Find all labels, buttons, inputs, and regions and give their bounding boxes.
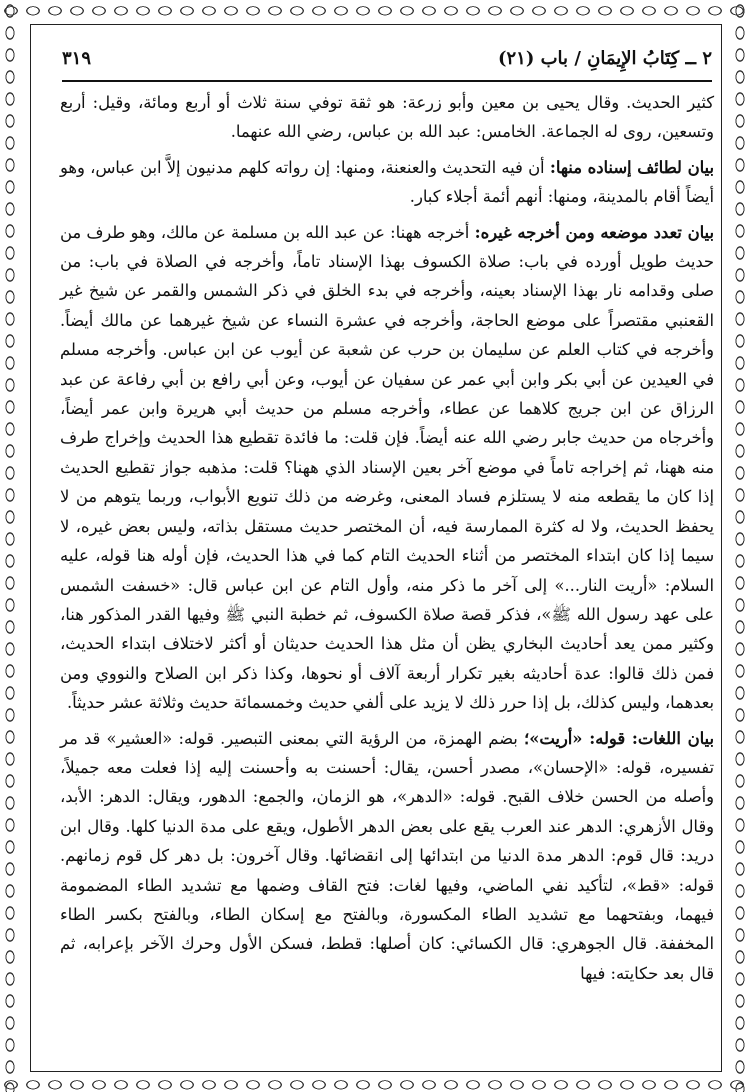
paragraph [60, 88, 714, 147]
ornamental-border-top [0, 0, 750, 18]
paragraph [60, 218, 714, 718]
paragraph-text: أن فيه التحديث والعنعنة، ومنها: إن رواته كلهم مدنيون إلاَّ ابن عباس، وهو أيضاً أقام بالمدينة، ومنها: أنهم أئمة أجلاء كبار. [60, 157, 714, 207]
ornamental-border-bottom [0, 1074, 750, 1092]
page-number: ٣١٩ [62, 48, 92, 69]
paragraph-text: بضم الهمزة، من الرؤية التي بمعنى التبصير. قوله: «العشير» قد مر تفسيره، قوله: «الإحسان»، مصدر أحسن، يقال: أحسنت به وأحسنت إليه إذا فعلت معه جميلاً، وأصله من الحسن خلاف القبح. قوله: «الدهر»، هو الزمان، والجمع: الدهور، ويقال: الدهر: الأبد، وقال الأزهري: الدهر عند العرب يقع على بعض الدهر الأطول، ويقع على مدة الدنيا كلها. وقال ابن دريد: قال قوم: الدهر مدة الدنيا من ابتدائها إلى انقضائها. وقال آخرون: بل دهر كل قوم زمانهم. قوله: «قط»، لتأكيد نفي الماضي، وفيها لغات: فتح القاف وضمها مع تشديد الطاء المضمومة فيهما، وبفتحهما مع تشديد الطاء المكسورة، وبالفتح مع إسكان الطاء، وبالفتح بكسر الطاء المخففة. قال الجوهري: قال الكسائي: كان أصلها: قطط، فسكن الأول وحرك الآخر بإعرابه، ثم قال بعد حكايته: فيها [60, 728, 714, 983]
page-body [60, 88, 714, 988]
paragraph [60, 153, 714, 212]
paragraph [60, 724, 714, 989]
ornamental-border-left [0, 0, 20, 1092]
paragraph-text: كثير الحديث. وقال يحيى بن معين وأبو زرعة: هو ثقة توفي سنة ثلاث أو أربع ومائة، وقيل: أربع وتسعين، روى له الجماعة. الخامس: عبد الله بن عباس، رضي الله عنهما. [60, 93, 714, 142]
ornamental-border-right [730, 0, 750, 1092]
paragraph-text: أخرجه ههنا: عن عبد الله بن مسلمة عن مالك، وهو طرف من حديث طويل أورده في باب: صلاة الكسوف بهذا الإسناد تاماً، وأخرجه في الصلاة في باب: من صلى وقدامه نار بهذا الإسناد بعينه، وأخرجه في بدء الخلق في ذكر الشمس والقمر عن شيخ غير القعنبي مقتصراً على موضع الحاجة، وأخرجه في عشرة النساء عن شيخ غيرهما عن مالك أيضاً. وأخرجه في كتاب العلم عن سليمان بن حرب عن شعبة عن أيوب عن ابن عباس. وأخرجه مسلم في العيدين عن أبي بكر وابن أبي عمر عن سفيان عن أيوب، وعن أبي رافع بن أبي رفاعة عن عبد الرزاق عن ابن جريج كلاهما عن عطاء، وأخرجه مسلم من حديث أبي هريرة وابن عمر أيضاً، وأخرجاه من حديث جابر رضي الله عنه أيضاً. فإن قلت: ما فائدة تقطيع هذا الحديث وإخراج طرف منه ههنا، ثم إخراجه تاماً في موضع آخر بعين الإسناد الذي ههنا؟ قلت: مذهبه جواز تقطيع الحديث إذا كان ما يقطعه منه لا يستلزم فساد المعنى، وغرضه من ذلك تنويع الأبواب، وربما يتوهم من لا يحفظ الحديث، ولا له كثرة الممارسة فيه، أن المختصر حديث مستقل بذاته، وليس بعض غيره، لا سيما إذا كان ابتداء المختصر من أثناء الحديث التام كما في هذا الحديث، فإن أوله هنا قوله، عليه السلام: «أريت النار...» إلى آخر ما ذكر منه، وأول التام عن ابن عباس قال: «خسفت الشمس على عهد رسول الله ﷺ»، فذكر قصة صلاة الكسوف، ثم خطبة النبي ﷺ وفيها القدر المذكور هنا، وكثير ممن يعد أحاديث البخاري يظن أن مثل هذا الحديث حديثان أو أكثر لاختلاف ابتداء الحديث، فمن ذلك قالوا: عدة أحاديثه بغير تكرار أربعة آلاف أو نحوها، وكذا ذكر ابن الصلاح والنووي ومن بعدهما، وليس كذلك، بل إذا حرر ذلك لا يزيد على ألفي حديث وخمسمائة حديث وثلاثة عشر حديثاً. [60, 222, 714, 713]
paragraph-heading: بيان لطائف إسناده منها: [549, 157, 714, 177]
running-header [62, 44, 712, 82]
header-title: ٢ ــ كِتَابُ الإِيمَانِ / باب (٢١) [497, 48, 712, 69]
paragraph-heading: بيان تعدد موضعه ومن أخرجه غيره: [474, 222, 715, 242]
paragraph-heading: بيان اللغات: قوله: «أريت»؛ [524, 728, 714, 748]
